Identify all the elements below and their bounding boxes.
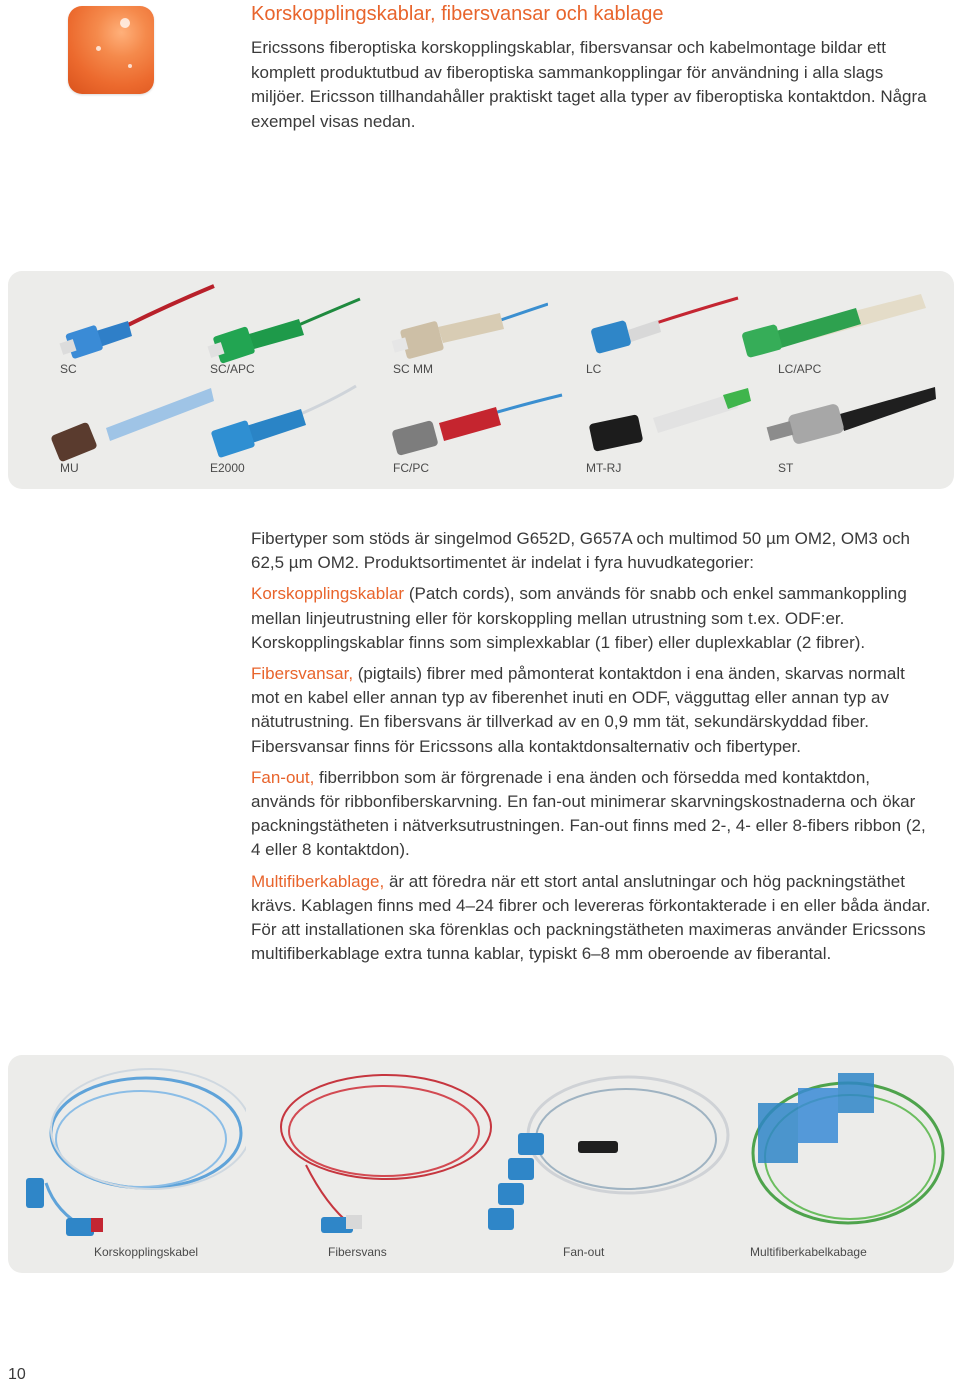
connector-label-st: ST (778, 461, 794, 475)
connector-label-e2000: E2000 (210, 461, 245, 475)
connector-label-mt-rj: MT-RJ (586, 461, 622, 475)
cable-label-patch-cord: Korskopplingskabel (94, 1245, 199, 1259)
pigtails-heading: Fibersvansar, (251, 664, 354, 684)
connector-label-sc: SC (60, 362, 77, 376)
patch-cord-photo (16, 1063, 246, 1243)
page-number: 10 (8, 1366, 26, 1383)
connector-label-fc-pc: FC/PC (393, 461, 429, 475)
pigtail-photo (266, 1065, 496, 1245)
patch-cords-text: (Patch cords), som används för snabb och enkel sammankoppling mellan linjeutrustning eller för korskoppling mellan utrustning som t.ex. ODF:er. Korskopplingskablar finns som simplexkablar (1 fiber) eller duplexkablar (2 fibrer). (251, 584, 907, 652)
pigtails-paragraph (251, 662, 931, 759)
connector-label-sc-mm: SC MM (393, 362, 433, 376)
ericsson-logo-tile (68, 6, 154, 94)
e2000-connector-photo (206, 381, 366, 461)
multifiber-heading: Multifiberkablage, (251, 871, 385, 891)
connector-panel (8, 271, 954, 489)
patch-cords-heading: Korskopplingskablar (251, 584, 405, 604)
connector-label-sc-apc: SC/APC (210, 362, 255, 376)
patch-cords-paragraph (251, 582, 931, 655)
fc-pc-connector-photo (384, 383, 564, 463)
pigtails-text: (pigtails) fibrer med påmonterat kontaktdon i ena änden, skarvas normalt mot en kabel eller annan typ av fiberenhet inuti en ODF, vägguttag eller annan typ av nätutrustning. En fibersvans är tillverkad av en 0,9 mm tät, sekundärskyddad fiber. Fibersvansar finns för Ericssons alla kontaktdonsalternativ och fibertyper. (251, 664, 905, 756)
multifiber-text: är att föredra när ett stort antal anslutningar och hög packningstäthet krävs. Kablagen finns med 4–24 fibrer och levereras förkontakterade i en eller båda ändar. För att installationen ska förenklas och packningstätheten maximeras använder Ericssons multifiberkablage extra tunna kablar, typiskt 6–8 mm oberoende av fiberantal. (251, 871, 931, 964)
fan-out-paragraph (251, 766, 931, 863)
connector-label-mu: MU (60, 461, 79, 475)
sc-mm-connector-photo (388, 289, 548, 369)
connector-label-lc: LC (586, 362, 602, 376)
sc-connector-photo (56, 281, 216, 361)
intro-paragraph: Ericssons fiberoptiska korskopplingskablar, fibersvansar och kabelmontage bildar ett komplett produktutbud av fiberoptiska sammankopplingar för användning i alla slags miljöer. Ericsson tillhandahåller praktiskt taget alla typer av fiberoptiska kontaktdon. Några exempel visas nedan. (251, 38, 927, 131)
cable-panel (8, 1055, 954, 1273)
fiber-types-paragraph: Fibertyper som stöds är singelmod G652D, G657A och multimod 50 µm OM2, OM3 och 62,5 µm OM2. Produktsortimentet är indelat i fyra huvudkategorier: (251, 529, 910, 573)
lc-apc-connector-photo (736, 286, 936, 366)
cable-label-fan-out: Fan-out (563, 1245, 605, 1259)
st-connector-photo (760, 379, 940, 459)
multifiber-paragraph (251, 870, 931, 967)
fan-out-text: fiberribbon som är förgrenade i ena änden och försedda med kontaktdon, används för ribbonfiberskarvning. En fan-out minimerar skarvningskostnaderna och ökar packningstätheten i nätverksutrustningen. Fan-out finns med 2-, 4- eller 8-fibers ribbon (2, 4 eller 8 kontaktdon). (251, 767, 926, 860)
body-text (251, 527, 931, 973)
fan-out-heading: Fan-out, (251, 767, 315, 787)
connector-label-lc-apc: LC/APC (778, 362, 822, 376)
cable-label-pigtail: Fibersvans (328, 1245, 387, 1259)
mu-connector-photo (46, 383, 216, 463)
fan-out-photo (478, 1063, 738, 1243)
sc-apc-connector-photo (204, 289, 364, 369)
lc-connector-photo (583, 286, 743, 366)
cable-label-multifiber: Multifiberkabelkabage (750, 1245, 867, 1259)
mt-rj-connector-photo (583, 383, 753, 463)
multifiber-cable-photo (738, 1063, 948, 1243)
page-title: Korskopplingskablar, fibersvansar och kablage (251, 3, 664, 25)
